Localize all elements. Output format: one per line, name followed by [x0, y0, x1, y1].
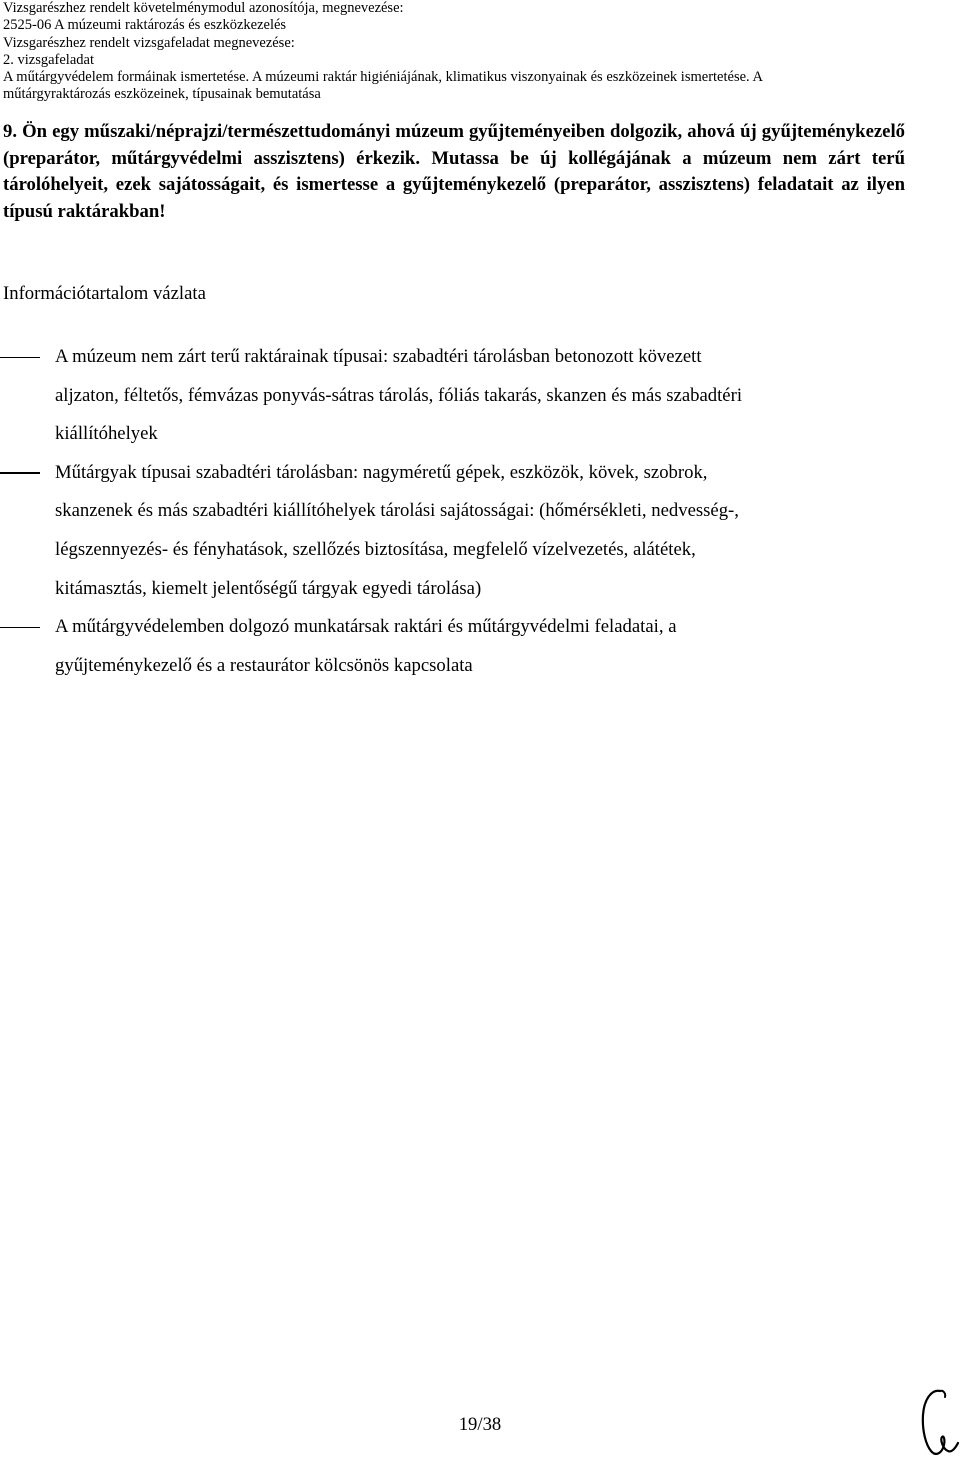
dash-bullet-icon	[0, 357, 40, 358]
outline-item-line: Műtárgyak típusai szabadtéri tárolásban: nagyméretű gépek, eszközök, kövek, szobrok,	[55, 461, 708, 483]
outline-item-line: kiállítóhelyek	[55, 423, 158, 445]
outline-item-line: kitámasztás, kiemelt jelentőségű tárgyak egyedi tárolása)	[55, 577, 482, 599]
dash-bullet-icon	[0, 627, 40, 628]
header-line: Vizsgarészhez rendelt vizsgafeladat megnevezése:	[3, 34, 295, 51]
outline-item	[0, 454, 940, 608]
document-header	[3, 0, 953, 104]
outline-title: Információtartalom vázlata	[3, 283, 206, 304]
header-line: Vizsgarészhez rendelt követelménymodul azonosítója, megnevezése:	[3, 0, 404, 16]
dash-bullet-icon	[0, 472, 40, 473]
header-line: 2. vizsgafeladat	[3, 51, 94, 68]
outline-item-line: A múzeum nem zárt terű raktárainak típusai: szabadtéri tárolásban betonozott kövezett	[55, 346, 702, 367]
outline-item-line: gyűjteménykezelő és a restaurátor kölcsönös kapcsolata	[55, 654, 473, 676]
header-line: műtárgyraktározás eszközeinek, típusainak bemutatása	[3, 86, 321, 103]
outline-item-line: skanzenek és más szabadtéri kiállítóhelyek tárolási sajátosságai: (hőmérsékleti, nedvesség-,	[55, 500, 739, 522]
outline-item	[0, 338, 940, 454]
outline-list	[0, 338, 940, 685]
outline-item	[0, 608, 940, 685]
outline-item-line: légszennyezés- és fényhatások, szellőzés biztosítása, megfelelő vízelvezetés, alátétek,	[55, 538, 696, 560]
handwritten-signature-icon	[918, 1385, 960, 1463]
page-number: 19/38	[458, 1414, 502, 1435]
header-line: A műtárgyvédelem formáinak ismertetése. A múzeumi raktár higiéniájának, klimatikus viszonyainak és eszközeinek ismertetése. A	[3, 69, 763, 86]
outline-item-line: aljzaton, féltetős, fémvázas ponyvás-sátras tárolás, fóliás takarás, skanzen és más szabadtéri	[55, 384, 743, 406]
exam-question: 9. Ön egy műszaki/néprajzi/természettudományi múzeum gyűjteményeiben dolgozik, ahová új gyűjteménykezelő (preparátor, műtárgyvédelmi asszisztens) érkezik. Mutassa be új kollégájának a múzeum nem zárt terű tárolóhelyeit, ezek sajátosságait, és ismertesse a gyűjteménykezelő (preparátor, asszisztens) feladatait az ilyen típusú raktárakban!	[3, 121, 905, 222]
outline-item-line: A műtárgyvédelemben dolgozó munkatársak raktári és műtárgyvédelmi feladatai, a	[55, 616, 677, 638]
header-line: 2525-06 A múzeumi raktározás és eszközkezelés	[3, 17, 287, 34]
